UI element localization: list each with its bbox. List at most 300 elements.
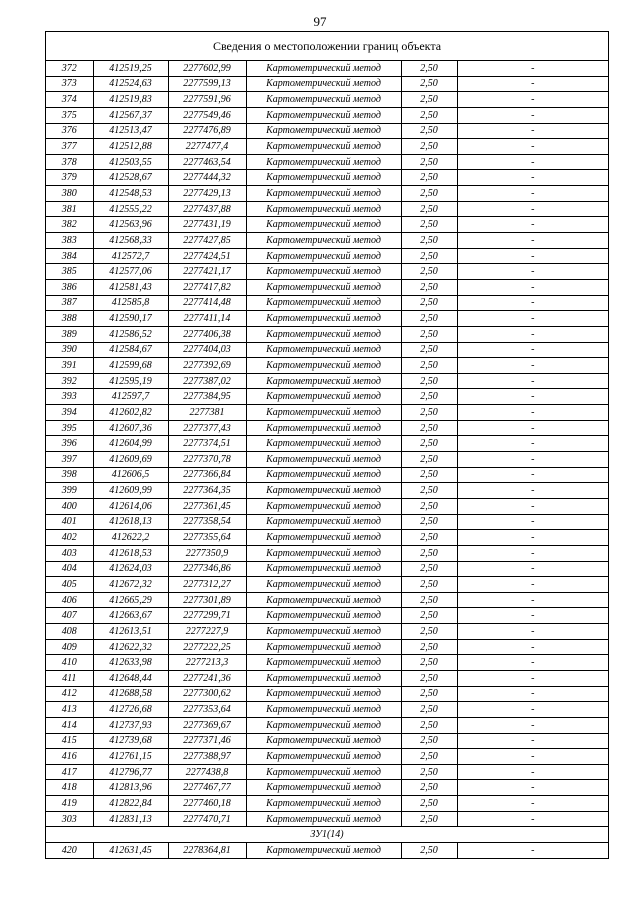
description-cell: - [457, 326, 608, 342]
table-row [46, 655, 608, 671]
description-cell: - [457, 358, 608, 374]
description-cell: - [457, 389, 608, 405]
table-row [46, 796, 608, 812]
method-cell: Картометрический метод [246, 217, 401, 233]
x-coordinate-cell: 412602,82 [93, 405, 168, 421]
description-cell: - [457, 248, 608, 264]
point-number-cell: 396 [46, 436, 93, 452]
x-coordinate-cell: 412622,2 [93, 530, 168, 546]
method-cell: Картометрический метод [246, 279, 401, 295]
y-coordinate-cell: 2277381 [168, 405, 246, 421]
x-coordinate-cell: 412609,69 [93, 452, 168, 468]
x-coordinate-cell: 412586,52 [93, 326, 168, 342]
y-coordinate-cell: 2277599,13 [168, 76, 246, 92]
table-row [46, 811, 608, 827]
point-number-cell: 377 [46, 139, 93, 155]
method-cell: Картометрический метод [246, 139, 401, 155]
description-cell: - [457, 733, 608, 749]
x-coordinate-cell: 412633,98 [93, 655, 168, 671]
table-row [46, 420, 608, 436]
y-coordinate-cell: 2277384,95 [168, 389, 246, 405]
x-coordinate-cell: 412672,32 [93, 577, 168, 593]
y-coordinate-cell: 2277388,97 [168, 749, 246, 765]
table-row [46, 764, 608, 780]
point-number-cell: 402 [46, 530, 93, 546]
table-row [46, 107, 608, 123]
y-coordinate-cell: 2277213,3 [168, 655, 246, 671]
table-row [46, 264, 608, 280]
table-row [46, 170, 608, 186]
y-coordinate-cell: 2277444,32 [168, 170, 246, 186]
x-coordinate-cell: 412613,51 [93, 624, 168, 640]
table-row [46, 186, 608, 202]
accuracy-cell: 2,50 [401, 295, 457, 311]
section-label: ЗУ1(14) [46, 827, 608, 843]
description-cell: - [457, 686, 608, 702]
y-coordinate-cell: 2277417,82 [168, 279, 246, 295]
method-cell: Картометрический метод [246, 123, 401, 139]
x-coordinate-cell: 412813,96 [93, 780, 168, 796]
description-cell: - [457, 186, 608, 202]
x-coordinate-cell: 412599,68 [93, 358, 168, 374]
point-number-cell: 407 [46, 608, 93, 624]
x-coordinate-cell: 412607,36 [93, 420, 168, 436]
point-number-cell: 303 [46, 811, 93, 827]
x-coordinate-cell: 412585,8 [93, 295, 168, 311]
table-row [46, 483, 608, 499]
table-row [46, 577, 608, 593]
method-cell: Картометрический метод [246, 467, 401, 483]
method-cell: Картометрический метод [246, 326, 401, 342]
table-row [46, 592, 608, 608]
description-cell: - [457, 670, 608, 686]
method-cell: Картометрический метод [246, 405, 401, 421]
description-cell: - [457, 123, 608, 139]
method-cell: Картометрический метод [246, 170, 401, 186]
x-coordinate-cell: 412581,43 [93, 279, 168, 295]
description-cell: - [457, 92, 608, 108]
y-coordinate-cell: 2277591,96 [168, 92, 246, 108]
y-coordinate-cell: 2277369,67 [168, 717, 246, 733]
description-cell: - [457, 811, 608, 827]
x-coordinate-cell: 412524,63 [93, 76, 168, 92]
accuracy-cell: 2,50 [401, 389, 457, 405]
accuracy-cell: 2,50 [401, 76, 457, 92]
point-number-cell: 386 [46, 279, 93, 295]
method-cell: Картометрический метод [246, 295, 401, 311]
accuracy-cell: 2,50 [401, 561, 457, 577]
table-row [46, 780, 608, 796]
x-coordinate-cell: 412609,99 [93, 483, 168, 499]
method-cell: Картометрический метод [246, 92, 401, 108]
point-number-cell: 391 [46, 358, 93, 374]
method-cell: Картометрический метод [246, 436, 401, 452]
accuracy-cell: 2,50 [401, 467, 457, 483]
point-number-cell: 381 [46, 201, 93, 217]
table-row [46, 358, 608, 374]
accuracy-cell: 2,50 [401, 186, 457, 202]
y-coordinate-cell: 2278364,81 [168, 843, 246, 858]
table-row [46, 686, 608, 702]
description-cell: - [457, 749, 608, 765]
point-number-cell: 413 [46, 702, 93, 718]
x-coordinate-cell: 412618,53 [93, 545, 168, 561]
table-row [46, 154, 608, 170]
description-cell: - [457, 624, 608, 640]
method-cell: Картометрический метод [246, 61, 401, 76]
table-row [46, 498, 608, 514]
table-row [46, 670, 608, 686]
table-title: Сведения о местоположении границ объекта [46, 32, 608, 61]
method-cell: Картометрический метод [246, 592, 401, 608]
table-row [46, 61, 608, 76]
y-coordinate-cell: 2277346,86 [168, 561, 246, 577]
accuracy-cell: 2,50 [401, 624, 457, 640]
table-row [46, 233, 608, 249]
table-row [46, 436, 608, 452]
accuracy-cell: 2,50 [401, 764, 457, 780]
point-number-cell: 414 [46, 717, 93, 733]
method-cell: Картометрический метод [246, 545, 401, 561]
accuracy-cell: 2,50 [401, 170, 457, 186]
point-number-cell: 389 [46, 326, 93, 342]
x-coordinate-cell: 412597,7 [93, 389, 168, 405]
description-cell: - [457, 373, 608, 389]
y-coordinate-cell: 2277361,45 [168, 498, 246, 514]
point-number-cell: 393 [46, 389, 93, 405]
y-coordinate-cell: 2277427,85 [168, 233, 246, 249]
section-row [46, 827, 608, 843]
x-coordinate-cell: 412577,06 [93, 264, 168, 280]
table-row [46, 295, 608, 311]
description-cell: - [457, 139, 608, 155]
x-coordinate-cell: 412761,15 [93, 749, 168, 765]
method-cell: Картометрический метод [246, 389, 401, 405]
point-number-cell: 398 [46, 467, 93, 483]
x-coordinate-cell: 412663,67 [93, 608, 168, 624]
accuracy-cell: 2,50 [401, 92, 457, 108]
description-cell: - [457, 295, 608, 311]
description-cell: - [457, 796, 608, 812]
point-number-cell: 406 [46, 592, 93, 608]
accuracy-cell: 2,50 [401, 514, 457, 530]
x-coordinate-cell: 412563,96 [93, 217, 168, 233]
description-cell: - [457, 717, 608, 733]
method-cell: Картометрический метод [246, 186, 401, 202]
x-coordinate-cell: 412822,84 [93, 796, 168, 812]
table-row [46, 530, 608, 546]
y-coordinate-cell: 2277437,88 [168, 201, 246, 217]
table-row [46, 139, 608, 155]
y-coordinate-cell: 2277312,27 [168, 577, 246, 593]
accuracy-cell: 2,50 [401, 843, 457, 858]
method-cell: Картометрический метод [246, 420, 401, 436]
description-cell: - [457, 608, 608, 624]
y-coordinate-cell: 2277438,8 [168, 764, 246, 780]
method-cell: Картометрический метод [246, 452, 401, 468]
table-row [46, 405, 608, 421]
accuracy-cell: 2,50 [401, 498, 457, 514]
y-coordinate-cell: 2277431,19 [168, 217, 246, 233]
accuracy-cell: 2,50 [401, 483, 457, 499]
description-cell: - [457, 76, 608, 92]
description-cell: - [457, 201, 608, 217]
method-cell: Картометрический метод [246, 342, 401, 358]
description-cell: - [457, 405, 608, 421]
point-number-cell: 374 [46, 92, 93, 108]
y-coordinate-cell: 2277477,4 [168, 139, 246, 155]
accuracy-cell: 2,50 [401, 405, 457, 421]
x-coordinate-cell: 412519,83 [93, 92, 168, 108]
point-number-cell: 418 [46, 780, 93, 796]
method-cell: Картометрический метод [246, 530, 401, 546]
y-coordinate-cell: 2277370,78 [168, 452, 246, 468]
y-coordinate-cell: 2277353,64 [168, 702, 246, 718]
y-coordinate-cell: 2277429,13 [168, 186, 246, 202]
accuracy-cell: 2,50 [401, 452, 457, 468]
x-coordinate-cell: 412726,68 [93, 702, 168, 718]
y-coordinate-cell: 2277227,9 [168, 624, 246, 640]
x-coordinate-cell: 412528,67 [93, 170, 168, 186]
method-cell: Картометрический метод [246, 373, 401, 389]
description-cell: - [457, 233, 608, 249]
description-cell: - [457, 514, 608, 530]
x-coordinate-cell: 412568,33 [93, 233, 168, 249]
x-coordinate-cell: 412604,99 [93, 436, 168, 452]
description-cell: - [457, 530, 608, 546]
accuracy-cell: 2,50 [401, 702, 457, 718]
accuracy-cell: 2,50 [401, 592, 457, 608]
x-coordinate-cell: 412796,77 [93, 764, 168, 780]
point-number-cell: 379 [46, 170, 93, 186]
description-cell: - [457, 61, 608, 76]
table-row [46, 702, 608, 718]
y-coordinate-cell: 2277241,36 [168, 670, 246, 686]
accuracy-cell: 2,50 [401, 264, 457, 280]
description-cell: - [457, 545, 608, 561]
accuracy-cell: 2,50 [401, 279, 457, 295]
point-number-cell: 384 [46, 248, 93, 264]
description-cell: - [457, 311, 608, 327]
point-number-cell: 411 [46, 670, 93, 686]
accuracy-cell: 2,50 [401, 655, 457, 671]
coordinates-table [46, 61, 608, 858]
method-cell: Картометрический метод [246, 796, 401, 812]
method-cell: Картометрический метод [246, 624, 401, 640]
table-row [46, 467, 608, 483]
table-row [46, 92, 608, 108]
point-number-cell: 395 [46, 420, 93, 436]
table-row [46, 733, 608, 749]
table-row [46, 514, 608, 530]
accuracy-cell: 2,50 [401, 780, 457, 796]
accuracy-cell: 2,50 [401, 107, 457, 123]
description-cell: - [457, 154, 608, 170]
y-coordinate-cell: 2277414,48 [168, 295, 246, 311]
y-coordinate-cell: 2277404,03 [168, 342, 246, 358]
description-cell: - [457, 702, 608, 718]
point-number-cell: 397 [46, 452, 93, 468]
point-number-cell: 373 [46, 76, 93, 92]
table-row [46, 201, 608, 217]
method-cell: Картометрический метод [246, 686, 401, 702]
table-row [46, 279, 608, 295]
page-number: 97 [313, 14, 327, 29]
y-coordinate-cell: 2277463,54 [168, 154, 246, 170]
accuracy-cell: 2,50 [401, 311, 457, 327]
boundary-table-sheet [45, 31, 609, 859]
table-row [46, 123, 608, 139]
accuracy-cell: 2,50 [401, 545, 457, 561]
description-cell: - [457, 498, 608, 514]
x-coordinate-cell: 412572,7 [93, 248, 168, 264]
x-coordinate-cell: 412590,17 [93, 311, 168, 327]
method-cell: Картометрический метод [246, 514, 401, 530]
accuracy-cell: 2,50 [401, 436, 457, 452]
x-coordinate-cell: 412548,53 [93, 186, 168, 202]
y-coordinate-cell: 2277300,62 [168, 686, 246, 702]
table-row [46, 843, 608, 858]
y-coordinate-cell: 2277222,25 [168, 639, 246, 655]
x-coordinate-cell: 412739,68 [93, 733, 168, 749]
method-cell: Картометрический метод [246, 561, 401, 577]
accuracy-cell: 2,50 [401, 420, 457, 436]
accuracy-cell: 2,50 [401, 577, 457, 593]
method-cell: Картометрический метод [246, 248, 401, 264]
y-coordinate-cell: 2277406,38 [168, 326, 246, 342]
point-number-cell: 415 [46, 733, 93, 749]
table-row [46, 452, 608, 468]
accuracy-cell: 2,50 [401, 733, 457, 749]
point-number-cell: 382 [46, 217, 93, 233]
y-coordinate-cell: 2277549,46 [168, 107, 246, 123]
method-cell: Картометрический метод [246, 780, 401, 796]
y-coordinate-cell: 2277355,64 [168, 530, 246, 546]
table-row [46, 561, 608, 577]
y-coordinate-cell: 2277460,18 [168, 796, 246, 812]
description-cell: - [457, 452, 608, 468]
y-coordinate-cell: 2277301,89 [168, 592, 246, 608]
description-cell: - [457, 655, 608, 671]
accuracy-cell: 2,50 [401, 217, 457, 233]
x-coordinate-cell: 412831,13 [93, 811, 168, 827]
method-cell: Картометрический метод [246, 702, 401, 718]
table-row [46, 624, 608, 640]
description-cell: - [457, 577, 608, 593]
accuracy-cell: 2,50 [401, 326, 457, 342]
accuracy-cell: 2,50 [401, 717, 457, 733]
table-row [46, 639, 608, 655]
x-coordinate-cell: 412513,47 [93, 123, 168, 139]
point-number-cell: 394 [46, 405, 93, 421]
table-row [46, 749, 608, 765]
x-coordinate-cell: 412688,58 [93, 686, 168, 702]
description-cell: - [457, 420, 608, 436]
table-row [46, 342, 608, 358]
point-number-cell: 408 [46, 624, 93, 640]
point-number-cell: 380 [46, 186, 93, 202]
accuracy-cell: 2,50 [401, 670, 457, 686]
x-coordinate-cell: 412737,93 [93, 717, 168, 733]
y-coordinate-cell: 2277377,43 [168, 420, 246, 436]
x-coordinate-cell: 412555,22 [93, 201, 168, 217]
x-coordinate-cell: 412512,88 [93, 139, 168, 155]
description-cell: - [457, 483, 608, 499]
method-cell: Картометрический метод [246, 233, 401, 249]
point-number-cell: 403 [46, 545, 93, 561]
method-cell: Картометрический метод [246, 76, 401, 92]
y-coordinate-cell: 2277392,69 [168, 358, 246, 374]
description-cell: - [457, 592, 608, 608]
table-row [46, 76, 608, 92]
description-cell: - [457, 764, 608, 780]
table-row [46, 608, 608, 624]
y-coordinate-cell: 2277602,99 [168, 61, 246, 76]
accuracy-cell: 2,50 [401, 248, 457, 264]
description-cell: - [457, 467, 608, 483]
method-cell: Картометрический метод [246, 483, 401, 499]
accuracy-cell: 2,50 [401, 358, 457, 374]
y-coordinate-cell: 2277299,71 [168, 608, 246, 624]
method-cell: Картометрический метод [246, 843, 401, 858]
method-cell: Картометрический метод [246, 639, 401, 655]
method-cell: Картометрический метод [246, 358, 401, 374]
accuracy-cell: 2,50 [401, 530, 457, 546]
y-coordinate-cell: 2277358,54 [168, 514, 246, 530]
point-number-cell: 392 [46, 373, 93, 389]
method-cell: Картометрический метод [246, 107, 401, 123]
accuracy-cell: 2,50 [401, 233, 457, 249]
description-cell: - [457, 264, 608, 280]
point-number-cell: 388 [46, 311, 93, 327]
accuracy-cell: 2,50 [401, 123, 457, 139]
method-cell: Картометрический метод [246, 764, 401, 780]
point-number-cell: 400 [46, 498, 93, 514]
point-number-cell: 405 [46, 577, 93, 593]
table-row [46, 545, 608, 561]
point-number-cell: 410 [46, 655, 93, 671]
x-coordinate-cell: 412606,5 [93, 467, 168, 483]
y-coordinate-cell: 2277424,51 [168, 248, 246, 264]
y-coordinate-cell: 2277470,71 [168, 811, 246, 827]
x-coordinate-cell: 412665,29 [93, 592, 168, 608]
point-number-cell: 420 [46, 843, 93, 858]
method-cell: Картометрический метод [246, 717, 401, 733]
x-coordinate-cell: 412503,55 [93, 154, 168, 170]
method-cell: Картометрический метод [246, 749, 401, 765]
x-coordinate-cell: 412584,67 [93, 342, 168, 358]
y-coordinate-cell: 2277467,77 [168, 780, 246, 796]
accuracy-cell: 2,50 [401, 749, 457, 765]
accuracy-cell: 2,50 [401, 639, 457, 655]
accuracy-cell: 2,50 [401, 201, 457, 217]
accuracy-cell: 2,50 [401, 373, 457, 389]
method-cell: Картометрический метод [246, 264, 401, 280]
accuracy-cell: 2,50 [401, 342, 457, 358]
x-coordinate-cell: 412648,44 [93, 670, 168, 686]
x-coordinate-cell: 412622,32 [93, 639, 168, 655]
x-coordinate-cell: 412567,37 [93, 107, 168, 123]
point-number-cell: 401 [46, 514, 93, 530]
accuracy-cell: 2,50 [401, 811, 457, 827]
y-coordinate-cell: 2277364,35 [168, 483, 246, 499]
accuracy-cell: 2,50 [401, 796, 457, 812]
point-number-cell: 372 [46, 61, 93, 76]
method-cell: Картометрический метод [246, 811, 401, 827]
description-cell: - [457, 843, 608, 858]
x-coordinate-cell: 412624,03 [93, 561, 168, 577]
x-coordinate-cell: 412631,45 [93, 843, 168, 858]
